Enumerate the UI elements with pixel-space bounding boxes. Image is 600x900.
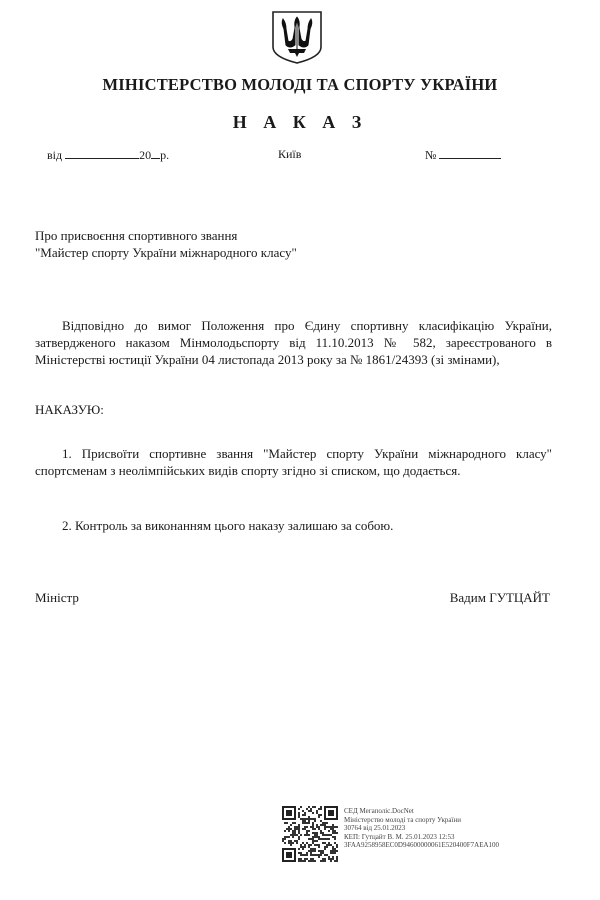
stamp-line-2: Міністерство молоді та спорту України [344, 815, 461, 824]
signatory-name: Вадим ГУТЦАЙТ [449, 590, 550, 605]
stamp-line-1: СЕД Мегаполіс.DocNet [344, 807, 414, 815]
stamp-line-3: 30764 від 25.01.2023 [344, 824, 406, 833]
order-item-1: 1. Присвоїти спортивне звання "Майстер спорту України міжнародного класу" спортсменам з неолімпійських видів спорту згідно зі списком, що додається. [35, 446, 552, 478]
coat-of-arms-icon [270, 9, 324, 65]
subject-line-1: Про присвоєння спортивного звання [35, 228, 238, 243]
year-blank [151, 147, 160, 159]
stamp-line-5: 3FAA9258958EC0D94600000061E520400F7AEA100 [344, 841, 500, 850]
qr-code-icon [282, 806, 338, 862]
order-subject [35, 227, 297, 261]
signatory-title: Міністр [35, 590, 79, 605]
number-field [425, 147, 501, 163]
stamp-text [344, 807, 499, 850]
electronic-signature-stamp [282, 806, 542, 866]
preamble-paragraph: Відповідно до вимог Положення про Єдину спортивну класифікацію України, затвердженого наказом Мінмолодьспорту від 11.10.2013 № 582, зареєстрованого в Міністерстві юстиції України 04 листопада 2013 року за № 1861/24393 (зі змінами), [35, 318, 552, 367]
order-item-2: 2. Контроль за виконанням цього наказу залишаю за собою. [62, 518, 394, 533]
subject-line-2: "Майстер спорту України міжнародного класу" [35, 245, 297, 260]
date-field [47, 147, 169, 163]
number-prefix: № [425, 148, 437, 162]
date-prefix: від [47, 148, 63, 162]
city: Київ [278, 147, 302, 161]
date-blank [65, 147, 139, 159]
date-year-suffix: р. [160, 148, 170, 162]
ministry-name: МІНІСТЕРСТВО МОЛОДІ ТА СПОРТУ УКРАЇНИ [102, 75, 498, 94]
document-type-title: Н А К А З [232, 112, 368, 132]
number-blank [439, 147, 501, 159]
date-year-prefix: 20 [139, 148, 152, 162]
stamp-line-4: КЕП: Гутцайт В. М. 25.01.2023 12:53 [344, 832, 455, 841]
order-heading: НАКАЗУЮ: [35, 402, 104, 417]
